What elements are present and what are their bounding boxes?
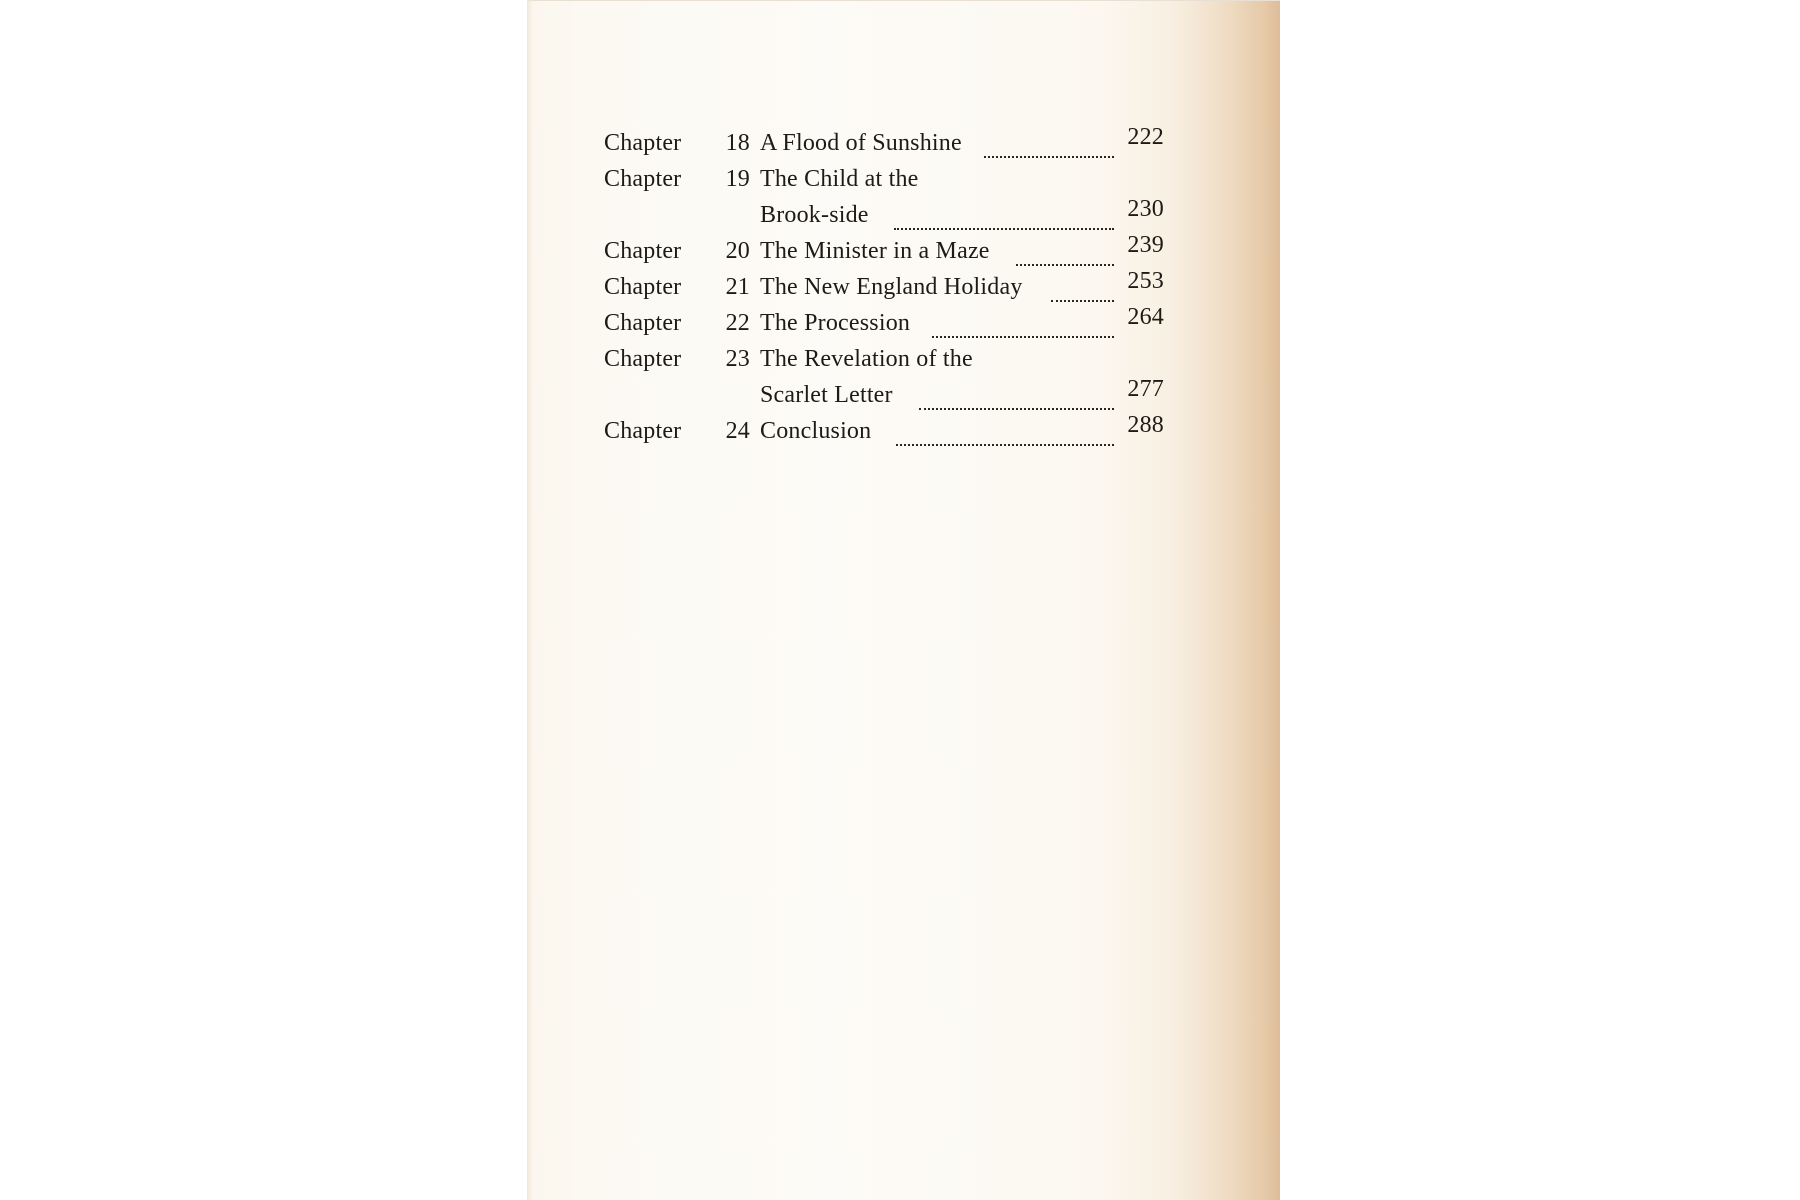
toc-entry-chapter-21: [604, 270, 1164, 306]
chapter-title: The Child at the: [760, 166, 919, 192]
toc-entry-chapter-19: [604, 162, 1164, 234]
chapter-number: 23: [725, 346, 750, 372]
chapter-title-continued: Brook-side: [760, 202, 869, 228]
chapter-title: The Procession: [760, 310, 911, 336]
chapter-label: Chapter: [604, 418, 682, 444]
chapter-number: 21: [725, 274, 750, 300]
dot-leader: [894, 208, 1114, 230]
dot-leader: [932, 316, 1114, 338]
chapter-label: Chapter: [604, 346, 682, 372]
chapter-label: Chapter: [604, 166, 682, 192]
chapter-title-continued: Scarlet Letter: [760, 382, 893, 408]
dot-leader: [919, 388, 1114, 410]
chapter-title: The Minister in a Maze: [760, 238, 990, 264]
dot-leader: [1016, 244, 1114, 266]
chapter-label: Chapter: [604, 274, 682, 300]
toc-entry-chapter-20: [604, 234, 1164, 270]
page-number: 264: [1127, 304, 1164, 330]
chapter-title: Conclusion: [760, 418, 872, 444]
chapter-number: 19: [725, 166, 750, 192]
chapter-title: The New England Holiday: [760, 274, 1023, 300]
toc-entry-chapter-24: [604, 414, 1164, 450]
toc-entry-chapter-18: [604, 126, 1164, 162]
page-number: 253: [1127, 268, 1164, 294]
dot-leader: [896, 424, 1114, 446]
page-number: 230: [1127, 196, 1164, 222]
dot-leader: [1051, 280, 1114, 302]
page-number: 277: [1127, 376, 1164, 402]
chapter-title: A Flood of Sunshine: [760, 130, 962, 156]
page-number: 288: [1127, 412, 1164, 438]
book-page: [527, 0, 1280, 1200]
toc-entry-chapter-22: [604, 306, 1164, 342]
chapter-number: 18: [725, 130, 750, 156]
chapter-label: Chapter: [604, 238, 682, 264]
chapter-number: 20: [725, 238, 750, 264]
table-of-contents: [604, 126, 1164, 450]
toc-entry-chapter-23: [604, 342, 1164, 414]
chapter-title: The Revelation of the: [760, 346, 973, 372]
page-number: 222: [1127, 124, 1164, 150]
chapter-number: 24: [725, 418, 750, 444]
dot-leader: [984, 136, 1114, 158]
chapter-label: Chapter: [604, 130, 682, 156]
chapter-number: 22: [725, 310, 750, 336]
chapter-label: Chapter: [604, 310, 682, 336]
page-number: 239: [1127, 232, 1164, 258]
